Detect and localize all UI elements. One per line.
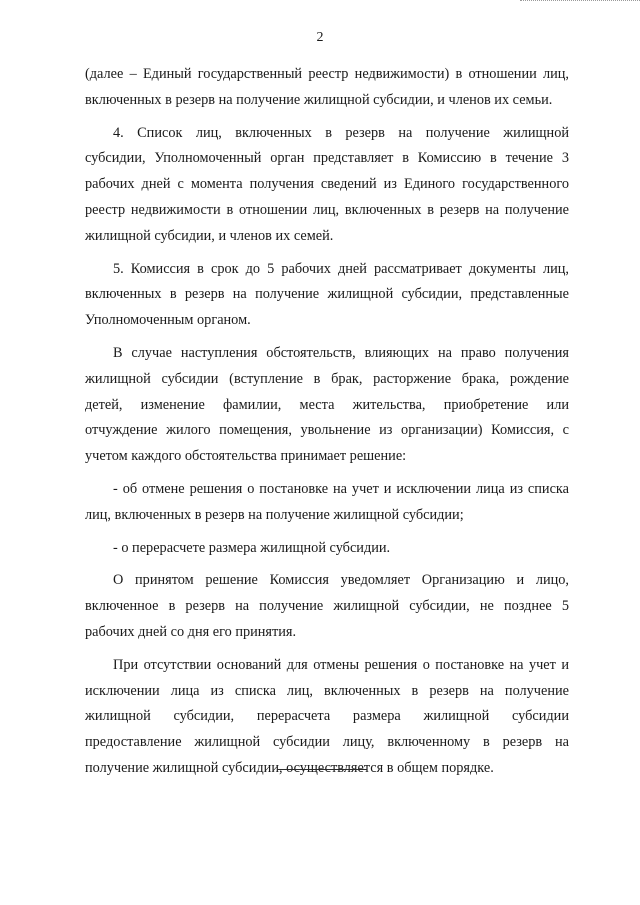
text-line: - о перерасчете размера жилищной субсидии. xyxy=(113,539,391,556)
text-line: О принятом решение Комиссия уведомляет Организацию и лицо, xyxy=(113,572,569,589)
page-number: 2 xyxy=(316,30,324,45)
text-line: реестр недвижимости в отношении лиц, включенных в резерв на получение xyxy=(85,201,569,218)
text-line: отчуждение жилого помещения, увольнение из организации) Комиссия, с xyxy=(85,422,569,439)
scan-edge-mark xyxy=(520,0,640,4)
list-item-cancel-decision xyxy=(85,477,569,529)
text-line: - об отмене решения о постановке на учет и исключении лица из списка xyxy=(113,480,569,497)
text-line: предоставление жилищной субсидии лицу, включенному в резерв на xyxy=(85,734,569,751)
text-line: жилищной субсидии, и членов их семей. xyxy=(85,227,334,244)
text-line: включенных в резерв на получение жилищной субсидии, представленные xyxy=(85,286,569,303)
text-line: рабочих дней со дня его принятия. xyxy=(85,623,297,640)
text-line: включенное в резерв на получение жилищной субсидии, не позднее 5 xyxy=(85,598,569,615)
text-line: учетом каждого обстоятельства принимает решение: xyxy=(85,448,407,465)
text-line: получение жилищной субсидии, осуществляется в общем порядке. xyxy=(85,759,494,776)
text-line: жилищной субсидии (вступление в брак, расторжение брака, рождение xyxy=(85,370,569,387)
list-item-recalculation xyxy=(85,536,569,562)
paragraph-item-5 xyxy=(85,257,569,334)
text-line: При отсутствии оснований для отмены решения о постановке на учет и xyxy=(113,656,569,673)
text-line: лиц, включенных в резерв на получение жилищной субсидии; xyxy=(85,506,464,523)
paragraph-notification xyxy=(85,568,569,645)
text-line: 5. Комиссия в срок до 5 рабочих дней рассматривает документы лиц, xyxy=(113,260,569,277)
text-line: рабочих дней с момента получения сведений из Единого государственного xyxy=(85,176,569,193)
paragraph-circumstances xyxy=(85,341,569,470)
end-of-document-rule xyxy=(277,769,367,770)
paragraph-item-4 xyxy=(85,121,569,250)
paragraph-continuation xyxy=(85,62,569,114)
paragraph-general-order xyxy=(85,653,569,782)
text-line: исключении лица из списка лиц, включенных в резерв на получение xyxy=(85,682,569,699)
text-line: В случае наступления обстоятельств, влияющих на право получения xyxy=(113,344,569,361)
text-line: жилищной субсидии, перерасчета размера жилищной субсидии xyxy=(85,708,569,725)
text-line: Уполномоченным органом. xyxy=(85,312,251,329)
text-line: включенных в резерв на получение жилищной субсидии, и членов их семьи. xyxy=(85,91,553,108)
text-line: субсидии, Уполномоченный орган представляет в Комиссию в течение 3 xyxy=(85,150,569,167)
text-line: детей, изменение фамилии, места жительства, приобретение или xyxy=(85,396,569,413)
text-line: (далее – Единый государственный реестр недвижимости) в отношении лиц, xyxy=(85,66,569,82)
text-line: 4. Список лиц, включенных в резерв на получение жилищной xyxy=(113,124,569,141)
document-body xyxy=(85,62,569,782)
